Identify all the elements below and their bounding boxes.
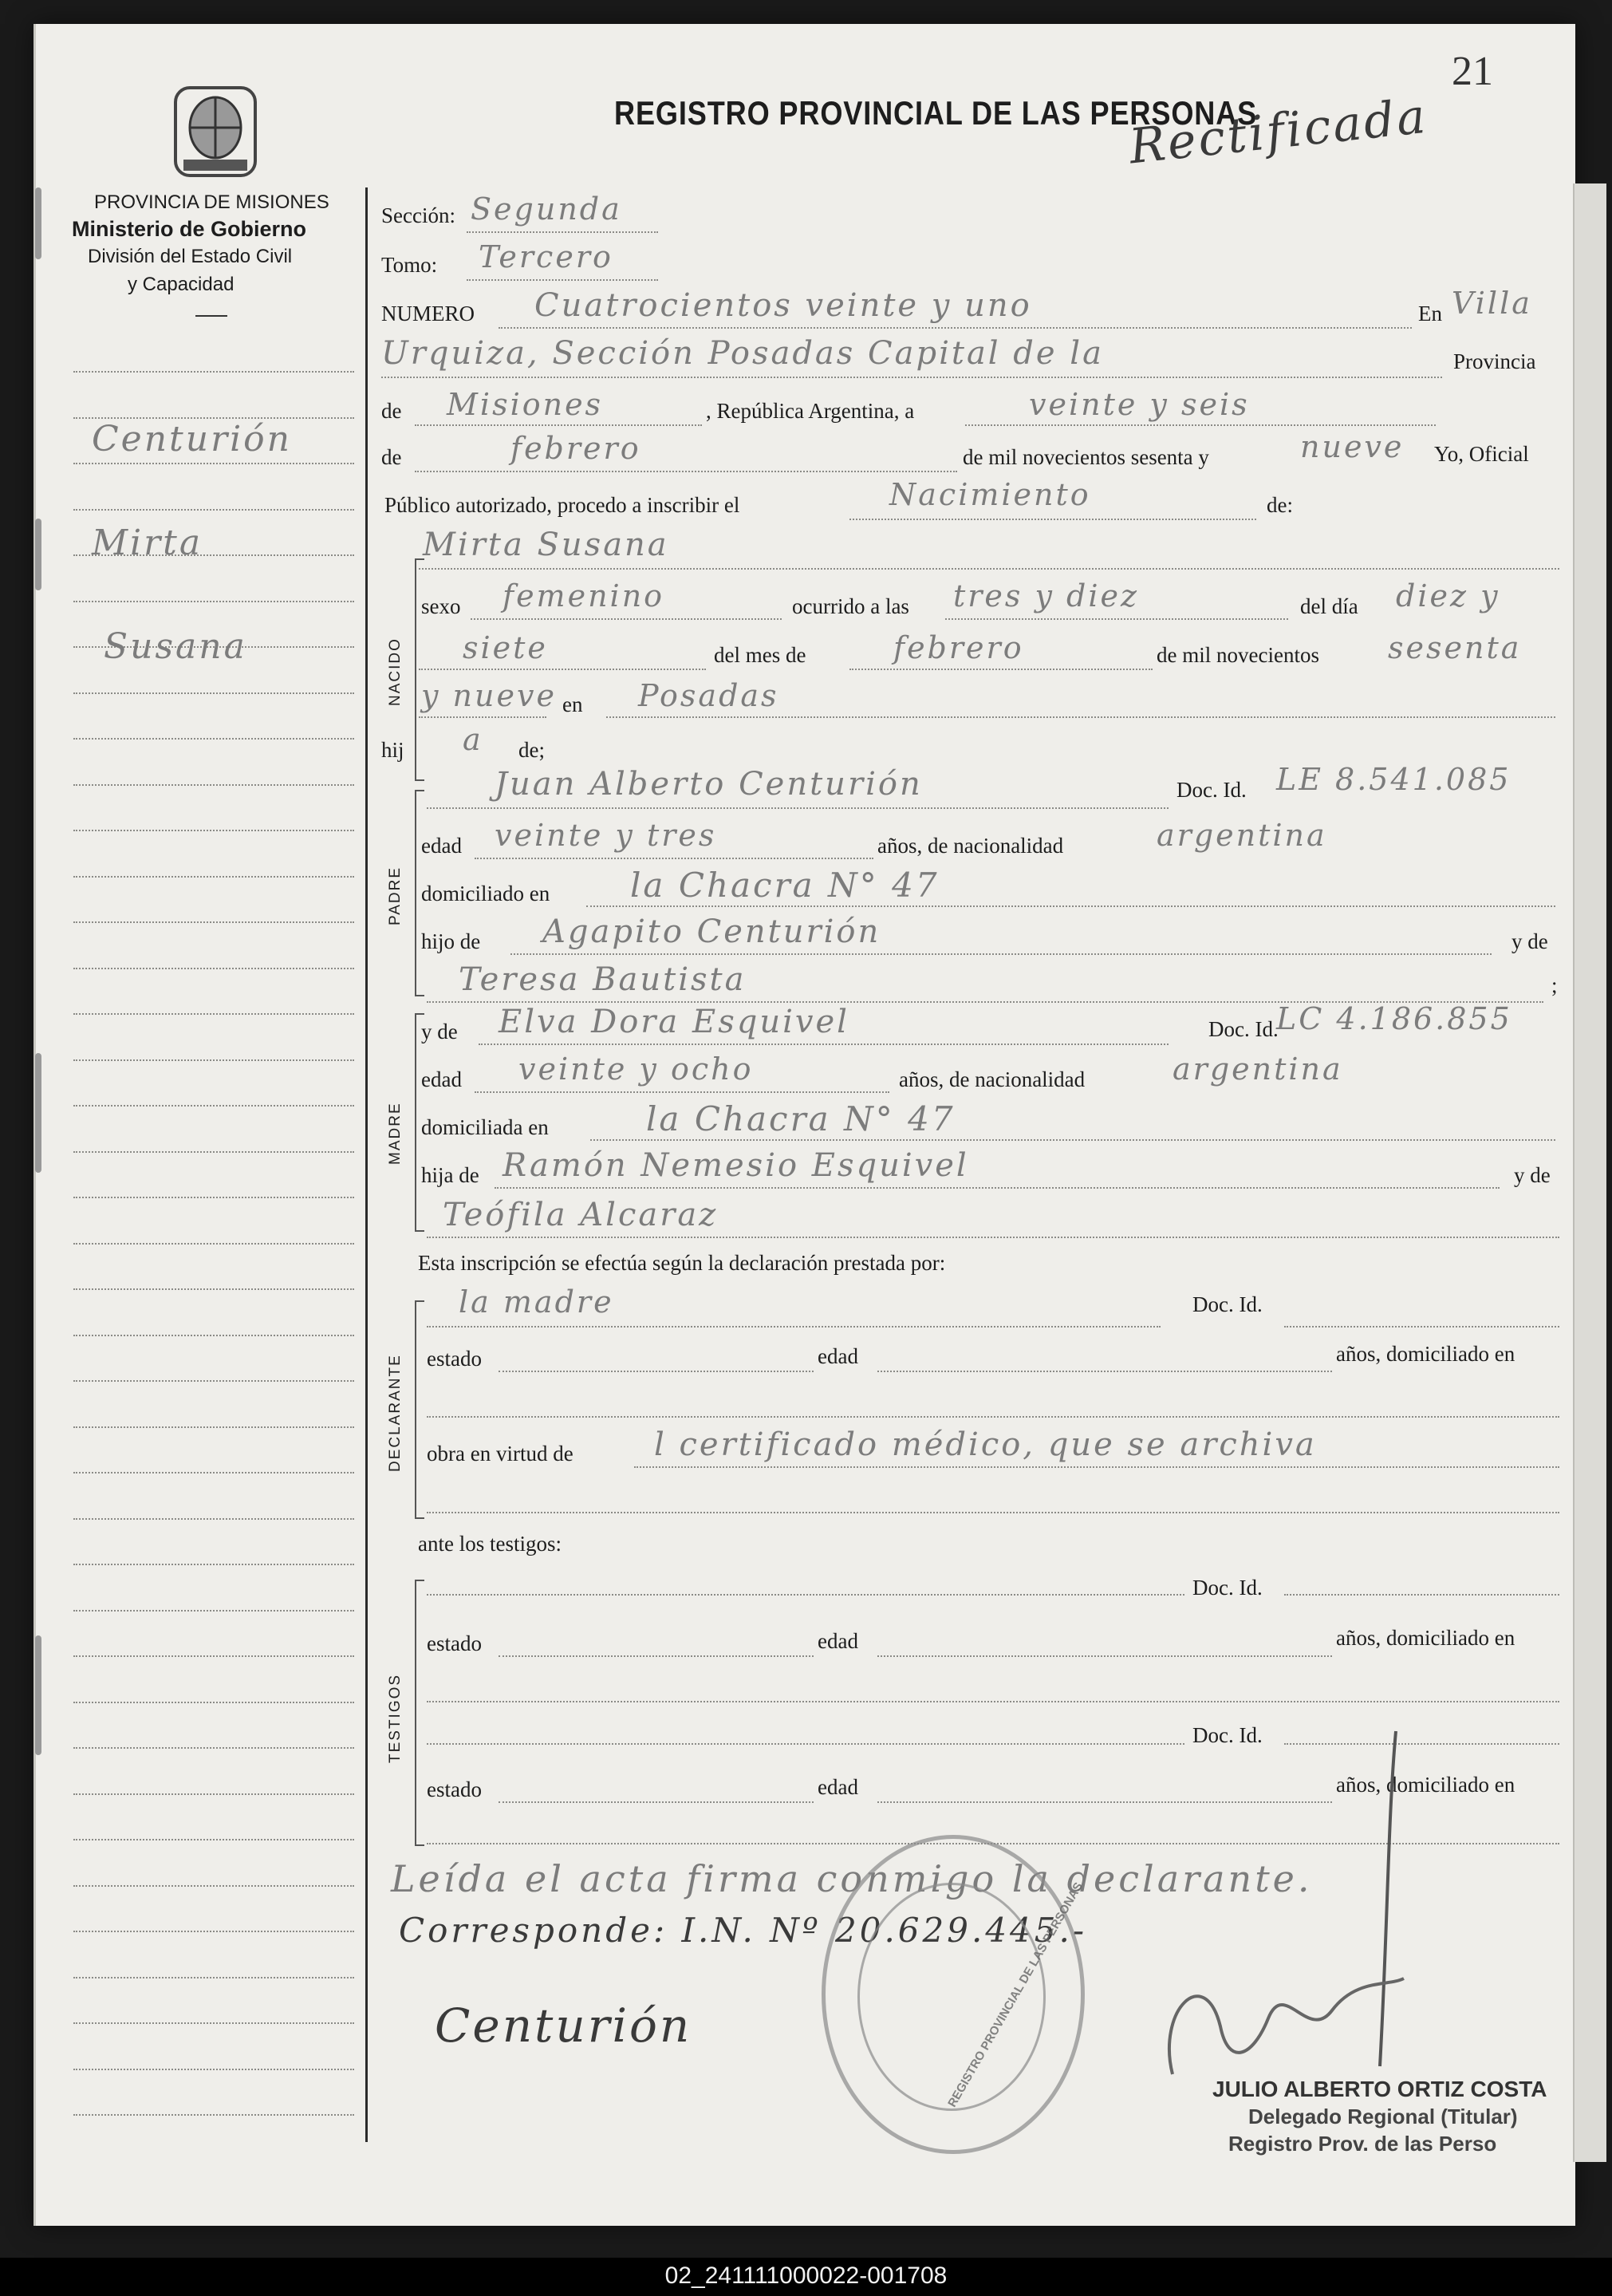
value-dia-2: siete: [463, 630, 548, 665]
margin-first-name: Mirta: [92, 523, 203, 563]
label-madre-doc: Doc. Id.: [1208, 1017, 1279, 1041]
line-padre-edad: [475, 858, 873, 859]
value-mes-registro: febrero: [510, 431, 641, 466]
margin-ruled-line: [73, 1426, 354, 1428]
margin-ruled-line: [73, 371, 354, 373]
official-name: JULIO ALBERTO ORTIZ COSTA: [1212, 2077, 1547, 2101]
value-seccion: Segunda: [471, 191, 622, 227]
value-obra: l certificado médico, que se archiva: [654, 1426, 1317, 1463]
line-testigo-1-edad: [877, 1655, 1332, 1657]
label-publico: Público autorizado, procedo a inscribir el: [384, 493, 740, 517]
margin-ruled-line: [73, 692, 354, 694]
label-nacido: NACIDO: [387, 637, 404, 706]
value-madre-doc: LC 4.186.855: [1276, 1001, 1512, 1036]
line-dia-registro: [965, 424, 1436, 426]
margin-ruled-line: [73, 1059, 354, 1061]
line-mes-registro: [415, 471, 957, 472]
line-testigo-1: [427, 1594, 1184, 1596]
official-role: Delegado Regional (Titular): [1248, 2105, 1518, 2128]
label-padre: PADRE: [387, 866, 404, 925]
label-hijo-de: hijo de: [421, 929, 481, 953]
value-padre-padre: Agapito Centurión: [542, 913, 881, 950]
label-en: En: [1418, 302, 1442, 325]
label-padre-edad: edad: [421, 834, 462, 858]
official-office: Registro Prov. de las Perso: [1228, 2132, 1497, 2156]
line-madre-padre: [495, 1187, 1500, 1189]
value-hora: tres y diez: [953, 578, 1140, 613]
line-padre-nombre: [427, 807, 1169, 809]
label-testigo-1-dom: años, domiciliado en: [1336, 1626, 1515, 1650]
rectificada-note: Rectificada: [1126, 88, 1431, 176]
page-edge: [1573, 183, 1606, 2162]
value-dia-registro: veinte y seis: [1029, 387, 1250, 422]
value-provincia: Misiones: [447, 387, 604, 422]
margin-ruled-line: [73, 1243, 354, 1245]
label-testigo-1-edad: edad: [818, 1629, 858, 1653]
official-signature-icon: [1149, 1723, 1420, 2106]
label-republica: , República Argentina, a: [706, 399, 915, 423]
label-padre-nac: años, de nacionalidad: [877, 834, 1064, 858]
label-tomo: Tomo:: [381, 253, 438, 277]
ministry-line-3: División del Estado Civil: [88, 246, 293, 267]
label-seccion: Sección:: [381, 203, 455, 227]
page-number: 21: [1452, 49, 1493, 94]
value-madre-dom: la Chacra N° 47: [646, 1099, 956, 1138]
value-madre-edad: veinte y ocho: [518, 1051, 754, 1087]
label-numero: NUMERO: [381, 302, 475, 325]
ministry-underline: [195, 315, 227, 317]
coat-of-arms-icon: [164, 80, 267, 183]
value-padre-nac: argentina: [1157, 818, 1327, 853]
value-acto: Nacimiento: [889, 477, 1091, 512]
ministry-line-1: PROVINCIA DE MISIONES: [94, 191, 329, 213]
label-del-dia: del día: [1300, 594, 1358, 618]
value-anio-2: y nueve: [421, 678, 557, 713]
value-madre-madre: Teófila Alcaraz: [443, 1197, 719, 1233]
margin-ruled-line: [73, 1564, 354, 1565]
value-padre-doc: LE 8.541.085: [1276, 762, 1511, 797]
margin-ruled-line: [73, 1380, 354, 1382]
label-ocurrido: ocurrido a las: [792, 594, 909, 618]
label-madre-nac: años, de nacionalidad: [899, 1067, 1086, 1091]
margin-ruled-line: [73, 968, 354, 969]
value-padre-nombre: Juan Alberto Centurión: [495, 766, 923, 803]
margin-ruled-line: [73, 1931, 354, 1932]
margin-surname: Centurión: [92, 419, 292, 460]
margin-ruled-line: [73, 1839, 354, 1840]
margin-ruled-line: [73, 830, 354, 831]
margin-ruled-line: [73, 1885, 354, 1887]
line-seccion: [467, 231, 658, 233]
line-lugar-2: [381, 377, 1442, 378]
label-testigo-1-doc: Doc. Id.: [1192, 1576, 1263, 1600]
margin-ruled-line: [73, 1610, 354, 1612]
margin-ruled-line: [73, 601, 354, 602]
value-anio-registro: nueve: [1300, 429, 1405, 464]
margin-second-name: Susana: [104, 626, 247, 667]
binding-hole: [35, 187, 41, 259]
label-de-3: de:: [1267, 493, 1293, 517]
value-lugar-nac: Posadas: [638, 678, 779, 713]
value-madre-padre: Ramón Nemesio Esquivel: [503, 1147, 969, 1184]
value-tomo: Tercero: [479, 239, 613, 274]
margin-ruled-line: [73, 2022, 354, 2024]
label-provincia: Provincia: [1453, 349, 1536, 373]
binding-hole: [35, 519, 41, 590]
label-declarante: DECLARANTE: [387, 1354, 404, 1472]
label-en-2: en: [562, 692, 583, 716]
margin-ruled-line: [73, 463, 354, 464]
line-padre-dom: [586, 905, 1555, 907]
margin-ruled-line: [73, 1105, 354, 1107]
margin-rule: [365, 187, 368, 2142]
binding-hole: [35, 1635, 41, 1755]
line-testigo-1-estado: [499, 1655, 814, 1657]
label-padre-dom: domiciliado en: [421, 882, 550, 905]
line-obra: [634, 1466, 1559, 1468]
ministry-line-2: Ministerio de Gobierno: [72, 217, 307, 241]
binding-hole: [35, 1053, 41, 1173]
value-padre-dom: la Chacra N° 47: [630, 866, 940, 905]
label-mil-sesenta: de mil novecientos sesenta y: [963, 445, 1209, 469]
line-testigo-2: [427, 1743, 1184, 1745]
label-de-2: de: [381, 445, 402, 469]
line-sexo: [471, 618, 782, 620]
line-hora: [945, 618, 1288, 620]
margin-ruled-line: [73, 2114, 354, 2116]
label-obra: obra en virtud de: [427, 1442, 573, 1466]
value-madre-nac: argentina: [1173, 1051, 1343, 1087]
closing-line-1: Leída el acta firma conmigo la declarante.: [391, 1857, 1313, 1900]
margin-ruled-line: [73, 1655, 354, 1657]
line-numero: [499, 327, 1412, 329]
ministry-line-4: y Capacidad: [128, 274, 235, 295]
margin-ruled-line: [73, 1335, 354, 1336]
label-mil-nov: de mil novecientos: [1157, 643, 1319, 667]
label-declarante-edad: edad: [818, 1344, 858, 1368]
margin-ruled-line: [73, 876, 354, 878]
closing-line-2: Corresponde: I.N. Nº 20.629.445.-: [399, 1911, 1088, 1950]
value-dia: diez y: [1396, 578, 1500, 613]
line-nombre: [419, 568, 1559, 570]
line-madre-madre: [427, 1237, 1559, 1238]
margin-ruled-line: [73, 1793, 354, 1795]
margin-ruled-line: [73, 1702, 354, 1703]
value-anio: sesenta: [1388, 630, 1522, 665]
label-testigo-1-estado: estado: [427, 1631, 482, 1655]
signature-centurion: Centurión: [435, 1998, 692, 2053]
line-declarante: [427, 1326, 1161, 1327]
label-testigo-2-dom: años, domiciliado en: [1336, 1773, 1515, 1797]
value-nombre: Mirta Susana: [423, 527, 669, 563]
line-mes: [849, 669, 1153, 670]
line-madre-dom: [590, 1139, 1555, 1141]
margin-ruled-line: [73, 509, 354, 511]
value-numero: Cuatrocientos veinte y uno: [534, 287, 1032, 324]
bracket-testigos: [415, 1580, 424, 1846]
margin-ruled-line: [73, 1747, 354, 1749]
line-anio-2: [419, 716, 546, 718]
margin-ruled-line: [73, 1518, 354, 1520]
label-madre-dom: domiciliada en: [421, 1115, 549, 1139]
value-padre-madre: Teresa Bautista: [459, 961, 747, 998]
margin-ruled-line: [73, 1472, 354, 1473]
label-testigos: ante los testigos:: [418, 1532, 562, 1556]
line-declarante-estado: [499, 1371, 814, 1372]
line-padre-padre: [510, 953, 1492, 955]
label-declarante-estado: estado: [427, 1347, 482, 1371]
label-hija-de: hija de: [421, 1163, 479, 1187]
label-madre-y-de: y de: [421, 1020, 458, 1043]
line-testigo-1-doc: [1284, 1594, 1559, 1596]
value-lugar: Villa: [1452, 286, 1532, 321]
value-padre-edad: veinte y tres: [495, 818, 717, 853]
label-madre: MADRE: [387, 1102, 404, 1165]
line-madre-edad: [475, 1091, 889, 1093]
line-tomo: [467, 279, 658, 281]
margin-ruled-line: [73, 1288, 354, 1290]
line-declarante-dom-2: [427, 1416, 1559, 1418]
label-testigo-2-doc: Doc. Id.: [1192, 1723, 1263, 1747]
line-testigo-1-dom-2: [427, 1701, 1559, 1702]
label-padre-doc: Doc. Id.: [1176, 778, 1247, 802]
label-yo-oficial: Yo, Oficial: [1434, 442, 1529, 466]
label-y-de: y de: [1511, 929, 1548, 953]
value-mes: febrero: [893, 630, 1024, 665]
value-hij-suffix: a: [463, 722, 483, 757]
value-sexo: femenino: [503, 578, 665, 613]
registry-title: REGISTRO PROVINCIAL DE LAS PERSONAS: [614, 94, 1258, 132]
line-acto: [849, 519, 1256, 520]
line-obra-2: [427, 1512, 1559, 1513]
label-de-4: de;: [518, 738, 545, 762]
label-testigos: TESTIGOS: [387, 1673, 404, 1763]
margin-ruled-line: [73, 1151, 354, 1153]
line-declarante-doc: [1284, 1326, 1559, 1327]
line-madre-nombre: [479, 1043, 1169, 1045]
label-del-mes: del mes de: [714, 643, 806, 667]
label-declarante-doc: Doc. Id.: [1192, 1292, 1263, 1316]
margin-ruled-line: [73, 1013, 354, 1015]
margin-ruled-line: [73, 921, 354, 923]
line-dia-2: [419, 669, 706, 670]
line-declarante-edad: [877, 1371, 1332, 1372]
label-sexo: sexo: [421, 594, 461, 618]
line-testigo-2-estado: [499, 1801, 814, 1803]
label-testigo-2-edad: edad: [818, 1775, 858, 1799]
margin-ruled-line: [73, 1977, 354, 1978]
label-declarante-dom: años, domiciliado en: [1336, 1342, 1515, 1366]
value-madre-nombre: Elva Dora Esquivel: [499, 1004, 849, 1040]
bracket-declarante: [415, 1300, 424, 1519]
label-de: de: [381, 399, 402, 423]
label-declaracion: Esta inscripción se efectúa según la declaración prestada por:: [418, 1251, 946, 1275]
stamp-text: REGISTRO PROVINCIAL DE LAS PERSONAS: [945, 1880, 1086, 2110]
margin-ruled-line: [73, 738, 354, 740]
value-lugar-2: Urquiza, Sección Posadas Capital de la: [381, 335, 1104, 372]
line-lugar-nac: [606, 716, 1555, 718]
margin-ruled-line: [73, 2069, 354, 2070]
label-y-de-3: y de: [1514, 1163, 1551, 1187]
label-madre-edad: edad: [421, 1067, 462, 1091]
label-semicolon: ;: [1551, 973, 1558, 997]
label-testigo-2-estado: estado: [427, 1777, 482, 1801]
line-provincia: [415, 424, 702, 426]
value-declarante: la madre: [459, 1284, 614, 1320]
margin-ruled-line: [73, 1197, 354, 1198]
footer-filename: 02_241111000022-001708: [664, 2262, 948, 2289]
margin-ruled-line: [73, 784, 354, 786]
label-hij: hij: [381, 738, 404, 762]
